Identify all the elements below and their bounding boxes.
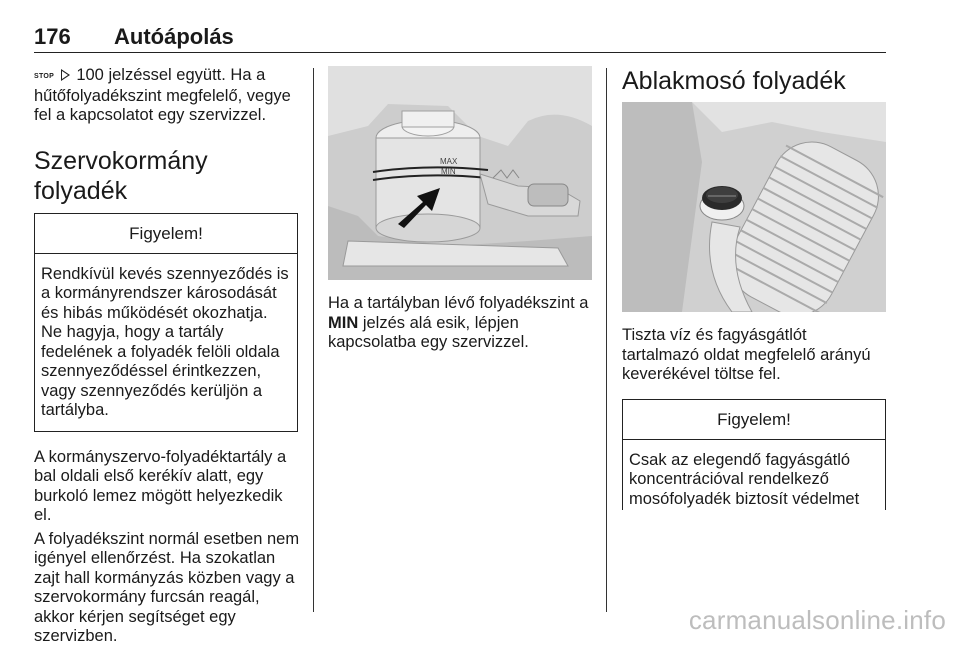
page-number: 176: [34, 24, 71, 49]
washer-drawing: [622, 102, 886, 312]
paragraph-reservoir-location: A kormányszervo-folyadéktartály a bal oldali első kerékív alatt, egy burkoló lemez mögött helyezkedik el.: [34, 447, 287, 524]
heading-power-steering: Szervokormány folyadék: [34, 146, 208, 205]
washer-illustration: [622, 102, 886, 312]
intro-paragraph: [34, 66, 300, 126]
warning-text: Rendkívül kevés szennyeződés is a kormányrendszer károsodását és hibás működését okozhatja. Ne hagyja, hogy a tartály fedelének a folyadék felöli oldala szennyeződéssel érintkezzen, vagy szennyeződés kerüljön a tartályba.: [41, 264, 289, 419]
intro-text: 100 jelzéssel együtt. Ha a hűtőfolyadékszint megfelelő, vegye fel a kapcsolatot egy szervizzel.: [34, 66, 291, 124]
warning-box: [34, 213, 298, 432]
reservoir-illustration: [328, 66, 592, 280]
section-title: Autóápolás: [114, 24, 234, 49]
page-header: [34, 18, 886, 53]
column-divider: [313, 68, 314, 612]
paragraph-fluid-level: A folyadékszint normál esetben nem igényel ellenőrzést. Ha szokatlan zajt hall kormányzás közben vagy a szervokormány furcsán reagál, akkor kérjen segítséget egy szervizben.: [34, 529, 300, 645]
paragraph-min-level: [328, 294, 592, 353]
watermark: carmanualsonline.info: [688, 605, 946, 635]
min-bold: MIN: [328, 313, 359, 332]
warning-title: Figyelem!: [35, 214, 297, 254]
text-part: jelzés alá esik, lépjen kapcsolatba egy szervizzel.: [328, 313, 529, 351]
reservoir-drawing: [328, 66, 592, 280]
reference-triangle-icon: [61, 69, 70, 81]
warning-text: Csak az elegendő fagyásgátló koncentrációval rendelkező mosófolyadék biztosít védelmet: [629, 450, 860, 508]
warning-title: Figyelem!: [623, 400, 885, 440]
column-right: [622, 62, 886, 510]
column-left: [34, 62, 300, 651]
column-divider: [606, 68, 607, 612]
warning-box-washer: [622, 399, 886, 510]
heading-washer-fluid: Ablakmosó folyadék: [622, 67, 846, 95]
min-mark-label: MIN: [441, 167, 456, 176]
text-part: Ha a tartályban lévő folyadékszint a: [328, 294, 589, 312]
paragraph-fill-instruction: Tiszta víz és fagyásgátlót tartalmazó oldat megfelelő arányú keverékével töltse fel.: [622, 326, 871, 383]
max-mark-label: MAX: [440, 157, 458, 166]
column-middle: [328, 62, 592, 353]
stop-symbol: STOP: [34, 73, 55, 80]
